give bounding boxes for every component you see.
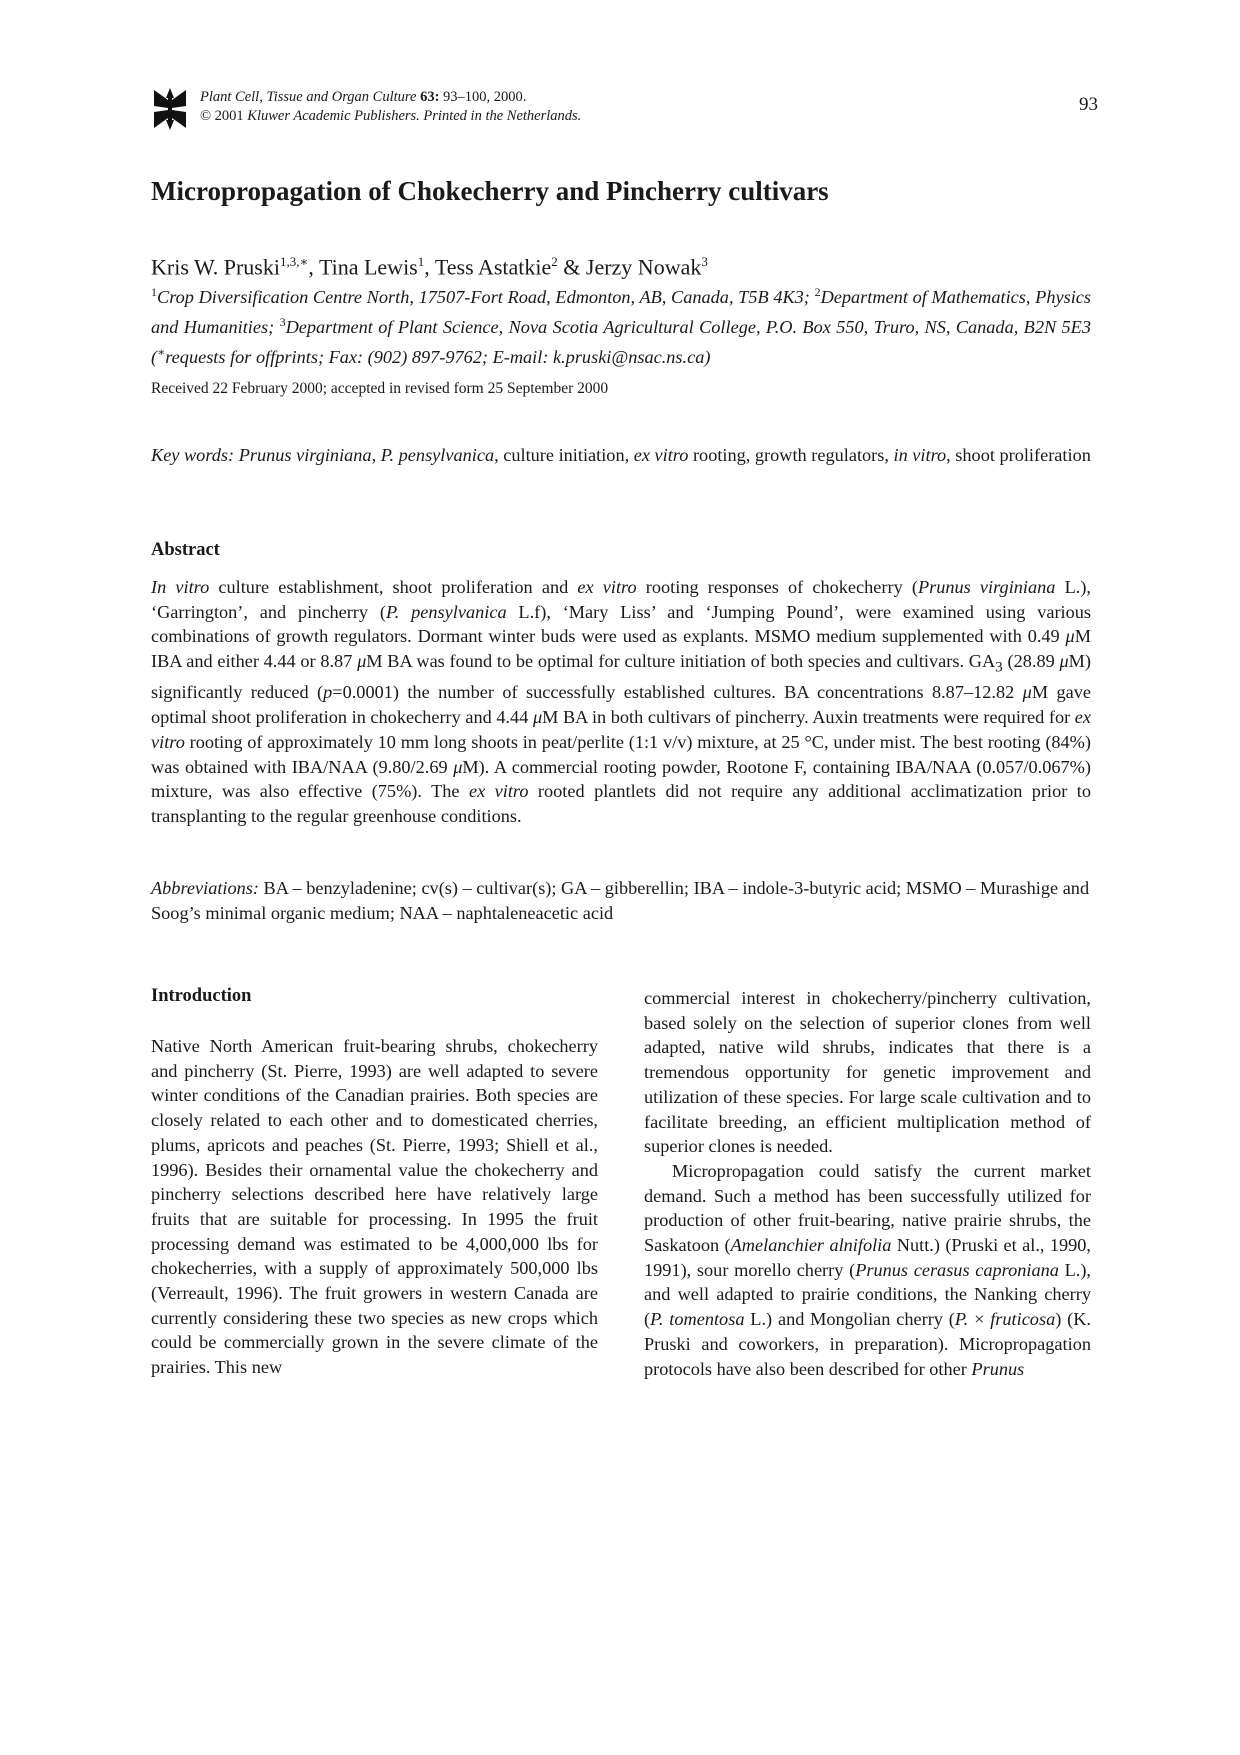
- keyword: Prunus virginiana: [238, 445, 372, 465]
- intro-text: Prunus cerasus caproniana: [855, 1259, 1059, 1280]
- abstract-text: =0.0001) the number of successfully established cultures. BA concentrations 8.87–12.82: [332, 682, 1023, 703]
- journal-name: Plant Cell, Tissue and Organ Culture: [200, 89, 417, 105]
- abstract-text: Prunus virginiana: [917, 577, 1056, 597]
- mu-symbol: μ: [1022, 682, 1032, 703]
- intro-text: ×: [968, 1309, 991, 1330]
- author-affiliation-marker: 3: [701, 254, 708, 269]
- keyword: ex vitro: [633, 445, 689, 465]
- affil-text: Department of Plant Science, Nova Scotia Agricultural College, P.O. Box 550, Truro, NS, Canada, B2N 5E3 (: [151, 317, 1091, 368]
- paper-title: Micropropagation of Chokecherry and Pincherry cultivars: [151, 176, 829, 206]
- author-separator: &: [557, 254, 586, 280]
- author-affiliation-marker: 1: [417, 254, 425, 269]
- introduction-paragraph: Native North American fruit-bearing shrubs, chokecherry and pincherry (St. Pierre, 1993) are well adapted to severe winter conditions of the Canadian prairies. Both species are closely related to each other and to domesticated cherries, plums, apricots and peaches (St. Pierre, 1993; Shiell et al., 1996). Besides their ornamental value the chokecherry and pincherry selections described here have relatively large fruits that are suitable for processing. In 1995 the fruit processing demand was estimated to be 4,000,000 lbs for chokecherries, with a supply of approximately 500,000 lbs (Verreault, 1996). The fruit growers in western Canada are currently considering these two species as new crops which could be commercially grown in the severe climate of the prairies. This new: [151, 1036, 598, 1378]
- keyword: rooting, growth regulators,: [688, 445, 894, 465]
- introduction-left-column: [151, 1034, 598, 1380]
- abstract-text: In vitro: [151, 577, 210, 597]
- journal-pages-year: 93–100, 2000.: [443, 89, 527, 105]
- abstract-body: [151, 575, 1091, 829]
- abstract-text: L.f), ‘Mary Liss’ and ‘Jumping Pound’, were examined using various combinations of growth regulators. Dormant winter buds were used as explants. MSMO medium supplemented with 0.49: [151, 601, 1092, 647]
- abstract-text: M IBA and either 4.44 or 8.87: [151, 626, 1091, 672]
- keyword: , shoot proliferation: [946, 445, 1091, 465]
- intro-text: fruticosa: [990, 1309, 1056, 1330]
- journal-citation: [200, 88, 581, 126]
- abstract-text: p: [323, 682, 333, 703]
- mu-symbol: μ: [357, 651, 367, 672]
- intro-text: P.: [954, 1309, 969, 1330]
- intro-text: ) (K. Pruski and coworkers, in preparation). Micropropagation protocols have also been described for other: [644, 1309, 1091, 1379]
- journal-volume: 63:: [420, 89, 440, 105]
- keyword: , culture initiation,: [494, 445, 634, 465]
- keywords: [151, 443, 1091, 468]
- copyright-year: 2001: [214, 108, 244, 124]
- abstract-text: rooted plantlets did not require any additional acclimatization prior to transplanting to the regular greenhouse conditions.: [151, 781, 1092, 826]
- intro-text: L.) and Mongolian cherry (: [744, 1309, 955, 1330]
- mu-symbol: μ: [1059, 651, 1069, 672]
- keyword: P. pensylvanica: [380, 445, 495, 465]
- intro-text: Nutt.) (Pruski et al., 1990, 1991), sour morello cherry (: [644, 1235, 1092, 1280]
- affil-text: Crop Diversification Centre North, 17507-Fort Road, Edmonton, AB, Canada, T5B 4K3;: [157, 287, 815, 308]
- abbreviations: [151, 876, 1091, 926]
- abstract-text: M gave optimal shoot proliferation in chokecherry and 4.44: [151, 682, 1091, 728]
- affil-marker: 3: [279, 315, 286, 330]
- copyright-symbol: ©: [200, 108, 212, 124]
- author-name: Tina Lewis: [318, 254, 418, 280]
- abstract-text: M) significantly reduced (: [151, 651, 1091, 703]
- affil-marker: 2: [814, 285, 821, 299]
- abbreviations-text: BA – benzyladenine; cv(s) – cultivar(s); GA – gibberellin; IBA – indole-3-butyric acid; MSMO – Murashige and Soog’s minimal organic medium; NAA – naphtaleneacetic acid: [151, 878, 1090, 923]
- author-list: [151, 254, 708, 280]
- abstract-text: M). A commercial rooting powder, Rootone F, containing IBA/NAA (0.057/0.067%) mixture, was also effective (75%). The: [151, 756, 1091, 802]
- affil-marker: 1: [151, 285, 157, 299]
- introduction-paragraph: [644, 1159, 1091, 1381]
- abstract-text: ex vitro: [151, 707, 1092, 752]
- intro-text: Amelanchier alnifolia: [730, 1235, 892, 1256]
- author-name: Tess Astatkie: [434, 254, 552, 280]
- abstract-text: P. pensylvanica: [385, 601, 507, 622]
- affiliations: [151, 280, 1091, 370]
- publisher-name: Kluwer Academic Publishers.: [247, 108, 420, 124]
- keyword: in vitro: [893, 445, 947, 465]
- affil-text: Department of Mathematics, Physics and Humanities;: [151, 287, 1091, 338]
- author-name: Kris W. Pruski: [151, 254, 280, 280]
- abstract-text: rooting responses of chokecherry (: [636, 577, 918, 597]
- abbreviations-label: Abbreviations:: [151, 878, 259, 898]
- mu-symbol: μ: [532, 707, 543, 728]
- received-dates: Received 22 February 2000; accepted in revised form 25 September 2000: [151, 380, 609, 397]
- affil-marker: ∗: [157, 345, 166, 360]
- introduction-right-column: [644, 986, 1091, 1381]
- page-number: 93: [1079, 94, 1098, 115]
- abstract-text: rooting of approximately 10 mm long shoots in peat/perlite (1:1 v/v) mixture, at 25 °C, under mist. The best rooting (84%) was obtained with IBA/NAA (9.80/2.69: [151, 731, 1091, 777]
- mu-symbol: μ: [453, 756, 463, 777]
- affil-text: requests for offprints; Fax: (902) 897-9762; E-mail: k.pruski@nsac.ns.ca): [165, 347, 711, 368]
- abstract-text: M BA in both cultivars of pincherry. Auxin treatments were required for: [542, 707, 1075, 728]
- author-name: Jerzy Nowak: [585, 254, 702, 280]
- introduction-heading: Introduction: [151, 986, 252, 1006]
- publisher-logo-icon: [152, 86, 188, 132]
- abstract-text: ex vitro: [468, 781, 529, 802]
- subscript: 3: [995, 658, 1003, 676]
- abstract-text: (28.89: [1002, 651, 1060, 672]
- author-affiliation-marker: 2: [551, 254, 558, 269]
- author-separator: ,: [424, 254, 435, 280]
- abstract-text: culture establishment, shoot proliferation and: [209, 577, 578, 597]
- author-separator: ,: [308, 254, 319, 280]
- author-affiliation-marker: 1,3,∗: [279, 254, 309, 269]
- abstract-heading: Abstract: [151, 540, 220, 560]
- intro-text: P. tomentosa: [650, 1309, 745, 1330]
- intro-text: Prunus: [971, 1358, 1025, 1379]
- introduction-paragraph: commercial interest in chokecherry/pincherry cultivation, based solely on the selection of superior clones from well adapted, native wild shrubs, indicates that there is a tremendous opportunity for genetic improvement and utilization of these species. For large scale cultivation and to facilitate breeding, an efficient multiplication method of superior clones is needed.: [644, 988, 1091, 1157]
- intro-text: Micropropagation could satisfy the current market demand. Such a method has been successfully utilized for production of other fruit-bearing, native prairie shrubs, the Saskatoon (: [644, 1160, 1091, 1256]
- abstract-text: ex vitro: [577, 577, 637, 597]
- intro-text: L.), and well adapted to prairie conditions, the Nanking cherry (: [644, 1259, 1091, 1330]
- mu-symbol: μ: [1065, 626, 1075, 647]
- keyword-separator: ,: [371, 445, 381, 465]
- abstract-text: L.), ‘Garrington’, and pincherry (: [151, 577, 1091, 622]
- printed-location: Printed in the Netherlands.: [423, 108, 582, 124]
- keywords-label: Key words:: [151, 445, 235, 465]
- abstract-text: M BA was found to be optimal for culture initiation of both species and cultivars. GA: [366, 651, 996, 672]
